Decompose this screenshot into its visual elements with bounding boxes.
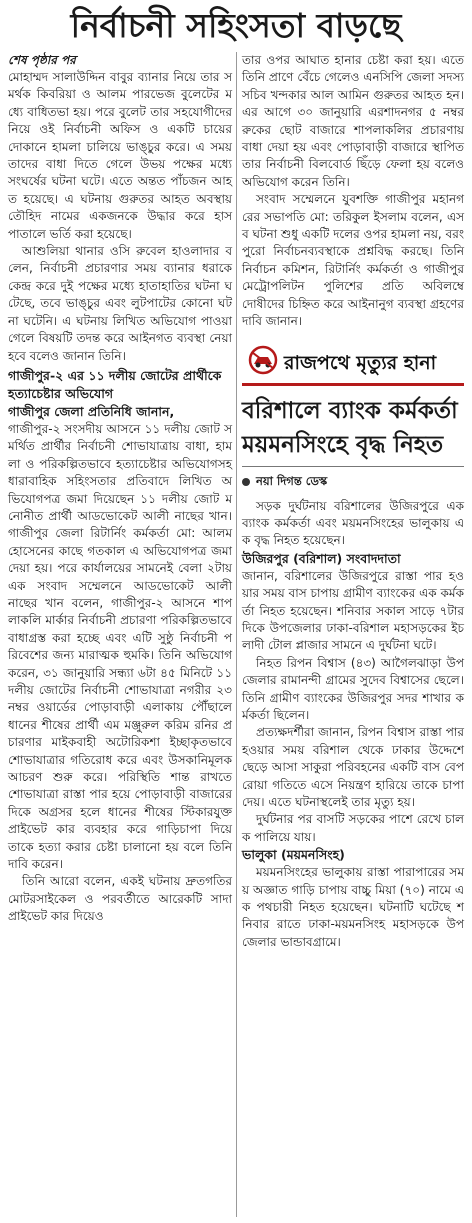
article-paragraph: জানান, বরিশালের উজিরপুরে রাস্তা পার হওয়ার সময় বাস চাপায় গ্রামীণ ব্যাংকের এক কর্মকর্তা নিহত হয়েছেন। শনিবার সকাল সাড়ে ৭টার দিকে উপজেলার ঢাকা-বরিশাল মহাসড়কের ইচলাদী টোল প্লাজার সামনে এ দুর্ঘটনা ঘটে।: [242, 568, 464, 653]
dateline: ভালুকা (ময়মনসিংহ): [242, 847, 345, 863]
sub-headline: গাজীপুর-২ এর ১১ দলীয় জোটের প্রার্থীকে হত্যাচেষ্টার অভিযোগ: [8, 367, 222, 401]
dateline: গাজীপুর জেলা প্রতিনিধি জানান,: [8, 403, 175, 419]
article-paragraph: ময়মনসিংহের ভালুকায় রাস্তা পারাপারের সময় অজ্ঞাত গাড়ি চাপায় বাচ্চু মিয়া (৭০) নামে এক পথচারী নিহত হয়েছেন। ঘটনাটি ঘটেছে শনিবার রাতে ঢাকা-ময়মনসিংহ মহাসড়কে উপজেলার ভান্ডাবগ্রামে।: [242, 865, 464, 949]
article-paragraph: দুর্ঘটনার পর বাসটি সড়কের পাশে রেখে চালক পালিয়ে যায়।: [242, 812, 464, 844]
article-paragraph: তিনি আরো বলেন, একই ঘটনায় দ্রুতগতির মোটরসাইকেল ও পরবর্তীতে আরেকটি সাদা প্রাইভেট কার দিয়েও: [8, 874, 232, 924]
right-column: [242, 52, 464, 951]
article-paragraph: প্রত্যক্ষদর্শীরা জানান, রিপন বিশ্বাস রাস্তা পার হওয়ার সময় বরিশাল থেকে ঢাকার উদ্দেশে ছেড়ে আসা সাকুরা পরিবহনের একটি বাস বেপরোয়া গতিতে এসে নিয়ন্ত্রণ হারিয়ে তাকে চাপা দেয়। এতে ঘটনাস্থলেই তার মৃত্যু হয়।: [242, 725, 464, 809]
section-banner: [242, 341, 464, 386]
page-headline: নির্বাচনী সহিংসতা বাড়ছে: [70, 6, 402, 45]
article-paragraph: মোহাম্মদ সালাউদ্দিন বাবুর ব্যানার নিয়ে তার সমর্থক কিবরিয়া ও আলম পারভেজ বুলেটের মধ্যে বাধিতভা হয়। পরে বুলেট তার সহযোগীদের নিয়ে ওই নির্বাচনী অফিস ও একটি চায়ের দোকানে হামলা চালিয়ে ভাঙ্চুর করে। এ সময় তাদের বাধা দিতে গেলে উভয় পক্ষের মধ্যে সংঘর্ষের ঘটনা ঘটে। এতে অন্তত পাঁচজন আহত হয়েছে। এ ঘটনায় গুরুতর আহত অবস্থায় তৌহিদ নামের একজনকে উদ্ধার করে হাসপাতালে ভর্তি করা হয়েছে।: [8, 70, 232, 241]
road-accident-icon: [248, 345, 278, 375]
article-paragraph: সংবাদ সম্মেলনে যুবশক্তি গাজীপুর মহানগরের সভাপতি মো: তরিকুল ইসলাম বলেন, এসব ঘটনা শুধু একটি দলের ওপর হামলা নয়, বরং পুরো নির্বাচনব্যবস্থাকে প্রশ্নবিদ্ধ করছে। তিনি নির্বাচন কমিশন, রিটার্নিং কর্মকর্তা ও গাজীপুর মেট্রোপলিটন পুলিশের প্রতি অবিলম্বে দোষীদের চিহ্নিত করে আইনানুগ ব্যবস্থা গ্রহণের দাবি জানান।: [242, 192, 464, 329]
left-column: [8, 52, 232, 926]
section-title: রাজপথে মৃত্যুর হানা: [284, 351, 437, 374]
article-intro: সড়ক দুর্ঘটনায় বরিশালের উজিরপুরে এক ব্যাংক কর্মকর্তা এবং ময়মনসিংহের ভালুকায় এক বৃদ্ধ নিহত হয়েছেন।: [242, 498, 464, 548]
dateline: উজিরপুর (বরিশাল) সংবাদদাতা: [242, 550, 401, 566]
article-paragraph: গাজীপুর-২ সংসদীয় আসনে ১১ দলীয় জোট সমর্থিত প্রার্থীর নির্বাচনী শোভাযাত্রায় বাধা, হামলা ও পরিকল্পিতভাবে হত্যাচেষ্টার অভিযোগসহ ধারাবাহিক সহিংসতার প্রতিবাদে লিখিত অভিযোগপত্র জমা দিয়েছেন ১১ দলীয় জোট মনোনীত প্রার্থী আডভোকেট আলী নাছের খান। গাজীপুর জেলা রিটার্নিং কর্মকর্তা মো: আলম হোসেনের কাছে গতকাল এ অভিযোগপত্র জমা দেয়া হয়। পরে কার্যালয়ের সামনেই বেলা ২টায় এক সংবাদ সম্মেলনে আডভোকেট আলী নাছের খান বলেন, গাজীপুর-২ আসনে শাপলাকলি মার্কার নির্বাচনী প্রচারণা পরিকল্পিতভাবে বাধাগ্রস্ত করা হচ্ছে এবং এটি সুষ্ঠু নির্বাচনী পরিবেশের জন্য মারাত্মক হুমকি। তিনি অভিযোগ করেন, ৩১ জানুয়ারি সন্ধ্যা ৬টা ৪৫ মিনিটে ১১ দলীয় জোটের নির্বাচনী শোভাযাত্রা নগরীর ২৩ নম্বর ওয়ার্ডের পোড়াবাড়ী এলাকায় পৌঁছালে ধানের শীষের প্রার্থী এম মঞ্জুরুল করিম রনির প্রচারণার মাইকবাহী অটোরিকশা ইচ্ছাকৃতভাবে শোভাযাত্রার গতিরোধ করে এবং উসকানিমূলক আচরণ শুরু করে। পরিস্থিতি শান্ত রাখতে শোভাযাত্রা রাস্তা পার হয়ে পোড়াবাড়ী বাজারের দিকে অগ্রসর হলে ধানের শীষের স্টিকারযুক্ত প্রাইভেট কার ব্যবহার করে গাড়িচাপা দিয়ে তাকে হত্যা করার চেষ্টা চালানো হয় বলে তিনি দাবি করেন।: [8, 421, 232, 872]
byline-row: [242, 473, 464, 492]
continuation-kicker: শেষ পৃষ্ঠার পর: [8, 53, 76, 67]
article-paragraph: নিহত রিপন বিশ্বাস (৪৩) আগৈলঝাড়া উপজেলার রামানন্দী গ্রামের সুদেব বিশ্বাসের ছেলে। তিনি গ্রামীণ ব্যাংকের উজিরপুর সদর শাখার কর্মকর্তা ছিলেন।: [242, 655, 464, 722]
divider: [242, 466, 464, 467]
story-headline: বরিশালে ব্যাংক কর্মকর্তা ময়মনসিংহে বৃদ্ধ নিহত: [242, 397, 458, 458]
bullet-icon: [242, 478, 250, 486]
article-paragraph: তার ওপর আঘাত হানার চেষ্টা করা হয়। এতে তিনি প্রাণে বেঁচে গেলেও এনসিপি জেলা সদস্যসচিব খন্দকার আল আমিন গুরুতর আহত হন। এর আগে ৩০ জানুয়ারি এরশাদনগর ৫ নম্বর রুকের ছোট বাজারে শাপলাকলির প্রচারণায় বাধা দেয়া হয় এবং পোড়াবাড়ী বাজারে স্থাপিত তার নির্বাচনী বিলবোর্ড ছিঁড়ে ফেলা হয় বলেও অভিযোগ করেন তিনি।: [242, 53, 464, 189]
article-paragraph: আশুলিয়া থানার ওসি রুবেল হাওলাদার বলেন, নির্বাচনী প্রচারণার সময় ব্যানার ধরাকে কেন্দ্র করে দুই পক্ষের মধ্যে হাতাহাতির ঘটনা ঘটেছে, তবে ভাঙ্চুর এবং লুটপাটের কোনো ঘটনা ঘটেনি। এ ঘটনায় লিখিত অভিযোগ পাওয়া গেলে বিষয়টি তদন্ত করে আইনগত ব্যবস্থা নেয়া হবে বলেও জানান তিনি।: [8, 244, 232, 363]
column-divider: [236, 52, 237, 1217]
byline: নয়া দিগন্ত ডেস্ক: [256, 473, 328, 488]
